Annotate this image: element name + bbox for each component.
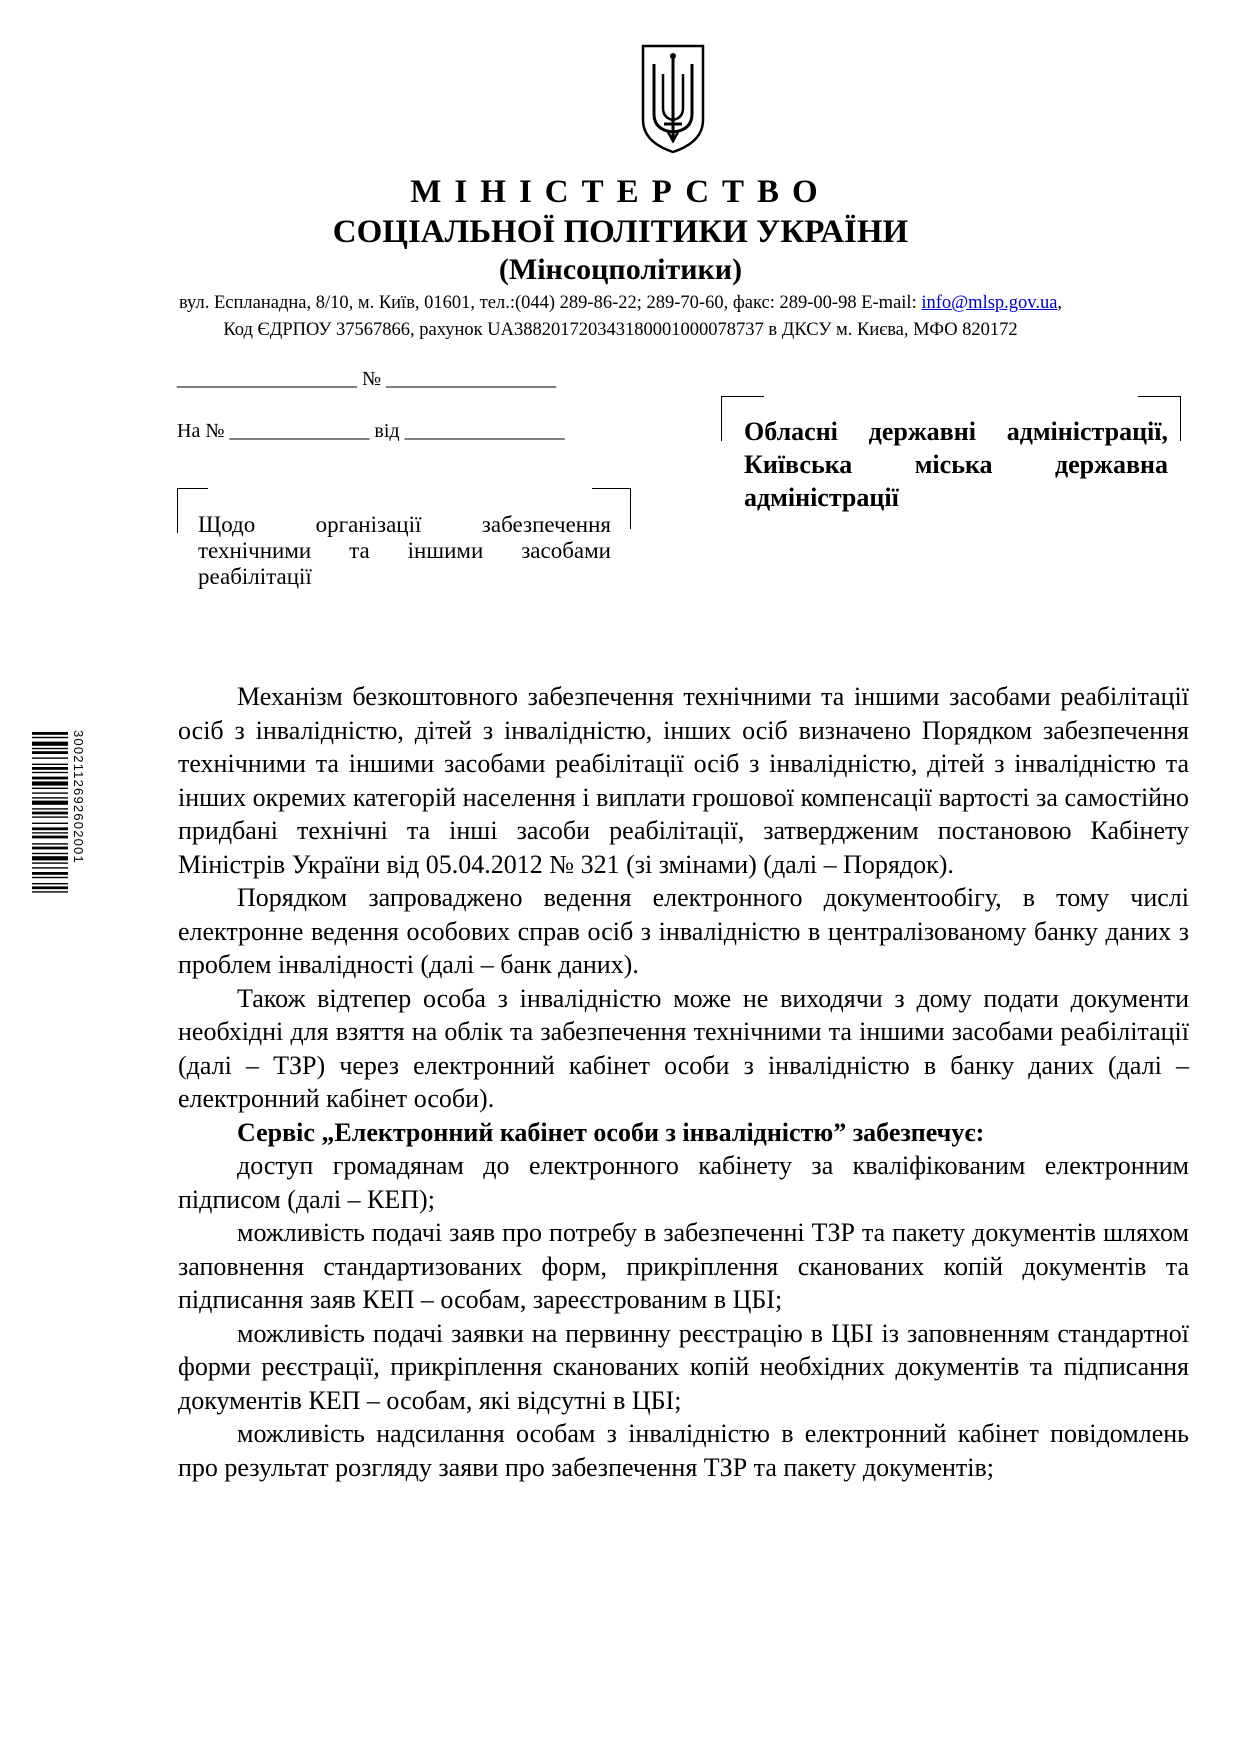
paragraph-7: можливість подачі заявки на первинну реєстрацію в ЦБІ із заповненням стандартної форми реєстрації, прикріплення сканованих копій необхідних документів та підписання документів КЕП – особам, які відсутні в ЦБІ; — [178, 1318, 1189, 1415]
letter-body — [178, 680, 1189, 1484]
paragraph-6: можливість подачі заяв про потребу в забезпеченні ТЗР та пакету документів шляхом заповнення стандартизованих форм, прикріплення сканованих копій документів та підписання заяв КЕП – особам, зареєстрованим в ЦБІ; — [178, 1218, 1189, 1314]
ministry-title: МІНІСТЕРСТВО — [410, 174, 831, 210]
barcode — [30, 728, 92, 986]
paragraph-5: доступ громадянам до електронного кабінету за кваліфікованим електронним підписом (далі – КЕП); — [178, 1151, 1189, 1214]
paragraph-8: можливість надсилання особам з інвалідністю в електронний кабінет повідомлень про результат розгляду заяви про забезпечення ТЗР та пакету документів; — [178, 1419, 1189, 1482]
paragraph-1: Механізм безкоштовного забезпечення технічними та іншими засобами реабілітації осіб з інвалідністю, дітей з інвалідністю, інших осіб визначено Порядком забезпечення технічними та іншими засобами реабілітації осіб з інвалідністю, дітей з інвалідністю та інших окремих категорій населення і виплати грошової компенсації вартості за самостійно придбані технічні та інші засоби реабілітації, затвердженим постановою Кабінету Міністрів України від 05.04.2012 № 321 (зі змінами) (далі – Порядок). — [178, 682, 1189, 879]
paragraph-2: Порядком запроваджено ведення електронного документообігу, в тому числі електронне ведення особових справ осіб з інвалідністю в централізованому банку даних з проблем інвалідності (далі – банк даних). — [178, 883, 1189, 979]
ministry-short-name: (Мінсоцполітики) — [498, 253, 743, 286]
address-tail: , — [1057, 293, 1063, 313]
ministry-full-name: СОЦІАЛЬНОЇ ПОЛІТИКИ УКРАЇНИ — [332, 214, 909, 250]
paragraph-4-service-heading: Сервіс „Електронний кабінет особи з інвалідністю” забезпечує: — [237, 1117, 985, 1147]
address-line — [0, 290, 1241, 316]
addressee: Обласні державні адміністрації, Київська міська державна адміністрації — [744, 417, 1168, 512]
email-link[interactable]: info@mlsp.gov.ua — [921, 293, 1058, 313]
letter-subject: Щодо організації забезпечення технічними та іншими засобами реабілітації — [198, 512, 611, 589]
address-text: вул. Еспланадна, 8/10, м. Київ, 01601, тел.:(044) 289-86-22; 289-70-60, факс: 289-00-98 E-mail: — [178, 293, 922, 313]
paragraph-3: Також відтепер особа з інвалідністю може не виходячи з дому подати документи необхідні для взяття на облік та забезпечення технічними та іншими засобами реабілітації (далі – ТЗР) через електронний кабінет особи з інвалідністю в банку даних (далі – електронний кабінет особи). — [178, 983, 1189, 1113]
bank-codes-line: Код ЄДРПОУ 37567866, рахунок UA388201720343180001000078737 в ДКСУ м. Києва, МФО 820172 — [223, 320, 1018, 340]
barcode-number: 3002112692602001 — [71, 730, 86, 864]
incoming-number-line: На № ______________ від ________________ — [177, 420, 565, 442]
outgoing-number-line: __________________ № _________________ — [177, 368, 557, 390]
coat-of-arms-emblem — [640, 44, 706, 154]
